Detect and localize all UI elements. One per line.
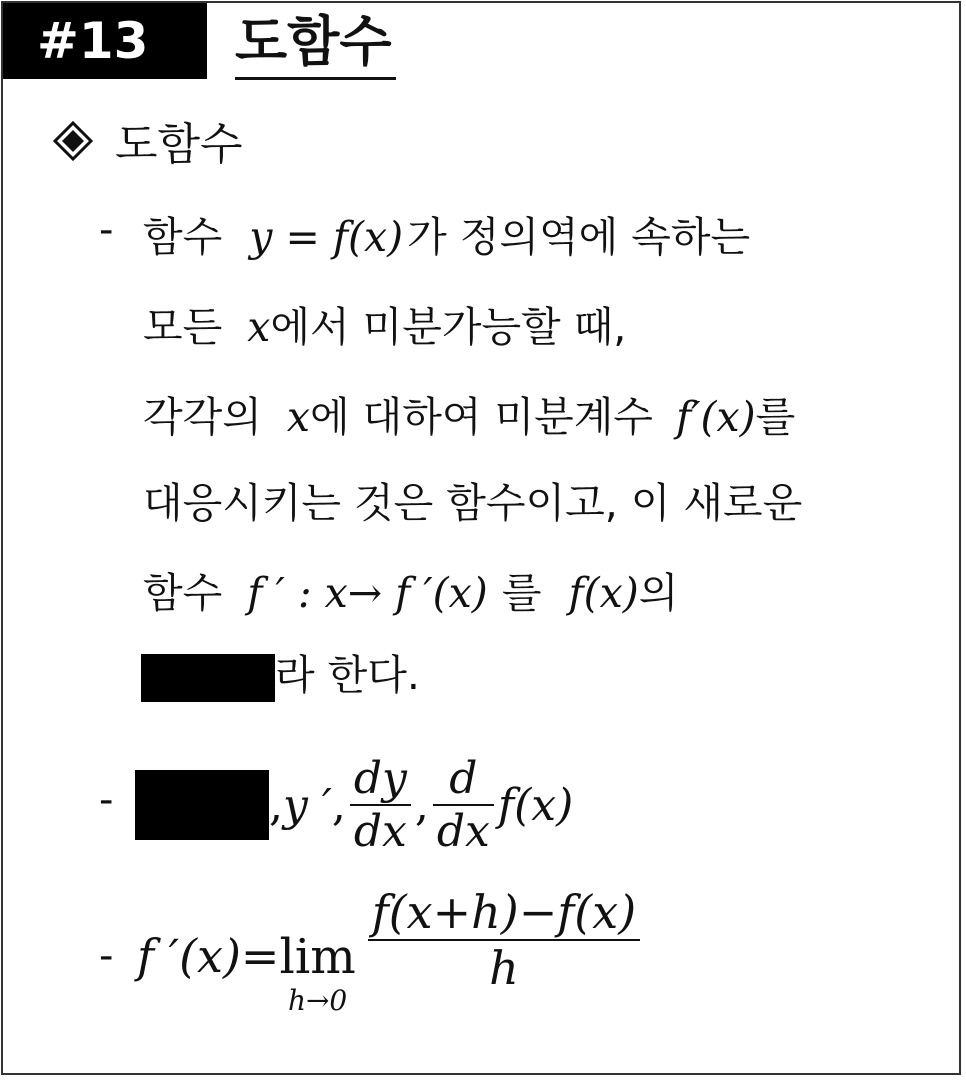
text: 가 정의역에 속하는: [407, 213, 751, 261]
separator: ,: [414, 779, 429, 831]
text: 함수: [143, 213, 223, 261]
content-frame: [1, 1, 961, 1075]
separator: ,: [331, 779, 346, 831]
definition-line: [137, 885, 640, 1035]
para-line-2: [143, 297, 626, 357]
fraction-dy-dx: [350, 753, 411, 857]
math-x: x: [286, 393, 310, 441]
para-line-4: 대응시키는 것은 함수이고, 이 새로운: [143, 479, 803, 527]
limit-word: lim: [279, 929, 356, 985]
text: 를: [755, 393, 796, 441]
fraction-denominator: dx: [436, 806, 490, 857]
separator: ,: [269, 779, 283, 831]
para-line-5: [143, 563, 678, 623]
section-heading: [53, 115, 243, 177]
difference-quotient: [368, 885, 640, 995]
chapter-number: #13: [3, 3, 207, 79]
fraction-numerator: dy: [353, 753, 407, 804]
limit-operator: [279, 929, 356, 1017]
bullet-dash: -: [99, 777, 114, 823]
text: 모든: [143, 303, 223, 351]
text: 를: [501, 569, 542, 617]
notation-line: [135, 745, 573, 865]
math-fx: f(x): [497, 779, 574, 831]
text: 에 대하여 미분계수: [310, 393, 653, 441]
text: 의: [638, 569, 679, 617]
bullet-dash: -: [99, 207, 114, 253]
math-yprime: y ′: [283, 779, 332, 831]
fraction-denominator: dx: [353, 806, 407, 857]
para-line-6: [141, 645, 420, 705]
text: 라 한다.: [275, 651, 420, 699]
math-lhs: f ′(x)=: [137, 929, 280, 983]
para-line-3: [143, 387, 795, 447]
bullet-dash: -: [99, 933, 114, 979]
text: 에서 미분가능할 때,: [270, 303, 627, 351]
para-line-1: [143, 207, 750, 267]
fraction-d-dx: [433, 753, 494, 857]
page-title: 도함수: [235, 9, 396, 80]
text: 함수: [143, 569, 223, 617]
section-heading-text: 도함수: [115, 119, 243, 170]
redacted-notation: [135, 770, 269, 840]
redacted-term: [141, 654, 275, 702]
math-fprime-x: f′(x): [675, 393, 756, 441]
text: 각각의: [143, 393, 262, 441]
fraction-denominator: h: [489, 941, 519, 995]
math-mapping: f ′ : x→ f ′(x): [247, 569, 488, 617]
math-y-eq-fx: y = f(x): [249, 213, 404, 261]
math-x: x: [247, 303, 271, 351]
limit-subscript: h→0: [287, 984, 348, 1017]
math-fx: f(x): [568, 569, 639, 617]
fraction-numerator: d: [449, 753, 478, 804]
fraction-numerator: f(x+h)−f(x): [371, 885, 637, 939]
diamond-bullet-icon: [53, 117, 93, 177]
